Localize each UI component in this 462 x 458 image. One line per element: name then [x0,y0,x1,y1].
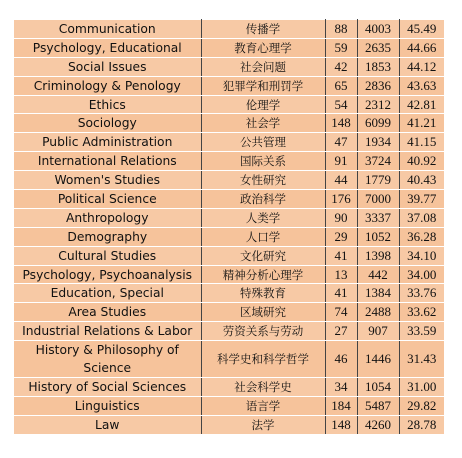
count-cell: 74 [325,303,357,322]
subject-cell: Linguistics [14,397,201,416]
count-cell: 176 [325,190,357,209]
ratio-cell: 29.82 [399,397,444,416]
chinese-name-cell: 科学史和科学哲学 [201,341,325,378]
count-cell: 46 [325,341,357,378]
ratio-cell: 34.10 [399,246,444,265]
chinese-name-cell: 语言学 [201,397,325,416]
total-cell: 2312 [357,95,399,114]
total-cell: 442 [357,265,399,284]
total-cell: 907 [357,322,399,341]
table-row [14,303,444,322]
subject-table-container [14,19,444,435]
total-cell: 1054 [357,378,399,397]
subject-cell: Public Administration [14,133,201,152]
chinese-name-cell: 特殊教育 [201,284,325,303]
subject-cell: Cultural Studies [14,246,201,265]
subject-table [14,19,444,435]
subject-cell: Ethics [14,95,201,114]
subject-cell: Criminology & Penology [14,76,201,95]
subject-cell: Area Studies [14,303,201,322]
ratio-cell: 44.12 [399,57,444,76]
subject-cell: Demography [14,227,201,246]
count-cell: 148 [325,114,357,133]
ratio-cell: 33.76 [399,284,444,303]
table-row [14,265,444,284]
table-row [14,284,444,303]
subject-cell: Education, Special [14,284,201,303]
ratio-cell: 40.92 [399,152,444,171]
table-row [14,171,444,190]
count-cell: 90 [325,208,357,227]
count-cell: 44 [325,171,357,190]
table-row [14,227,444,246]
table-row [14,152,444,171]
chinese-name-cell: 传播学 [201,20,325,39]
subject-cell: History of Social Sciences [14,378,201,397]
chinese-name-cell: 公共管理 [201,133,325,152]
total-cell: 2635 [357,38,399,57]
total-cell: 1934 [357,133,399,152]
subject-cell: Industrial Relations & Labor [14,322,201,341]
ratio-cell: 28.78 [399,415,444,434]
count-cell: 88 [325,20,357,39]
table-row [14,114,444,133]
ratio-cell: 41.15 [399,133,444,152]
count-cell: 47 [325,133,357,152]
total-cell: 6099 [357,114,399,133]
total-cell: 1853 [357,57,399,76]
count-cell: 42 [325,57,357,76]
table-row [14,76,444,95]
subject-cell: Psychology, Educational [14,38,201,57]
count-cell: 184 [325,397,357,416]
total-cell: 4260 [357,415,399,434]
count-cell: 91 [325,152,357,171]
ratio-cell: 40.43 [399,171,444,190]
table-row [14,133,444,152]
count-cell: 41 [325,284,357,303]
table-row [14,378,444,397]
ratio-cell: 45.49 [399,20,444,39]
table-row [14,20,444,39]
table-row [14,341,444,378]
subject-cell: Psychology, Psychoanalysis [14,265,201,284]
count-cell: 65 [325,76,357,95]
ratio-cell: 33.62 [399,303,444,322]
subject-cell: Communication [14,20,201,39]
chinese-name-cell: 政治科学 [201,190,325,209]
subject-cell: International Relations [14,152,201,171]
total-cell: 5487 [357,397,399,416]
ratio-cell: 36.28 [399,227,444,246]
total-cell: 1384 [357,284,399,303]
total-cell: 2836 [357,76,399,95]
chinese-name-cell: 国际关系 [201,152,325,171]
subject-cell: Sociology [14,114,201,133]
count-cell: 41 [325,246,357,265]
table-row [14,38,444,57]
chinese-name-cell: 社会问题 [201,57,325,76]
count-cell: 148 [325,415,357,434]
total-cell: 2488 [357,303,399,322]
chinese-name-cell: 女性研究 [201,171,325,190]
chinese-name-cell: 社会学 [201,114,325,133]
table-row [14,397,444,416]
table-row [14,246,444,265]
chinese-name-cell: 人口学 [201,227,325,246]
total-cell: 1779 [357,171,399,190]
chinese-name-cell: 教育心理学 [201,38,325,57]
ratio-cell: 39.77 [399,190,444,209]
count-cell: 27 [325,322,357,341]
table-row [14,415,444,434]
table-row [14,190,444,209]
total-cell: 3337 [357,208,399,227]
subject-cell: Anthropology [14,208,201,227]
ratio-cell: 37.08 [399,208,444,227]
table-row [14,95,444,114]
total-cell: 4003 [357,20,399,39]
count-cell: 54 [325,95,357,114]
ratio-cell: 43.63 [399,76,444,95]
total-cell: 3724 [357,152,399,171]
total-cell: 1398 [357,246,399,265]
chinese-name-cell: 社会科学史 [201,378,325,397]
count-cell: 34 [325,378,357,397]
subject-cell: Law [14,415,201,434]
total-cell: 1446 [357,341,399,378]
ratio-cell: 34.00 [399,265,444,284]
total-cell: 7000 [357,190,399,209]
total-cell: 1052 [357,227,399,246]
ratio-cell: 41.21 [399,114,444,133]
subject-cell: History & Philosophy of Science [14,341,201,378]
count-cell: 29 [325,227,357,246]
chinese-name-cell: 精神分析心理学 [201,265,325,284]
chinese-name-cell: 伦理学 [201,95,325,114]
ratio-cell: 31.00 [399,378,444,397]
subject-cell: Social Issues [14,57,201,76]
chinese-name-cell: 法学 [201,415,325,434]
ratio-cell: 33.59 [399,322,444,341]
subject-cell: Women's Studies [14,171,201,190]
ratio-cell: 42.81 [399,95,444,114]
count-cell: 59 [325,38,357,57]
count-cell: 13 [325,265,357,284]
chinese-name-cell: 人类学 [201,208,325,227]
chinese-name-cell: 劳资关系与劳动 [201,322,325,341]
chinese-name-cell: 区域研究 [201,303,325,322]
ratio-cell: 31.43 [399,341,444,378]
table-row [14,57,444,76]
table-row [14,208,444,227]
table-row [14,322,444,341]
subject-cell: Political Science [14,190,201,209]
chinese-name-cell: 文化研究 [201,246,325,265]
chinese-name-cell: 犯罪学和刑罚学 [201,76,325,95]
ratio-cell: 44.66 [399,38,444,57]
